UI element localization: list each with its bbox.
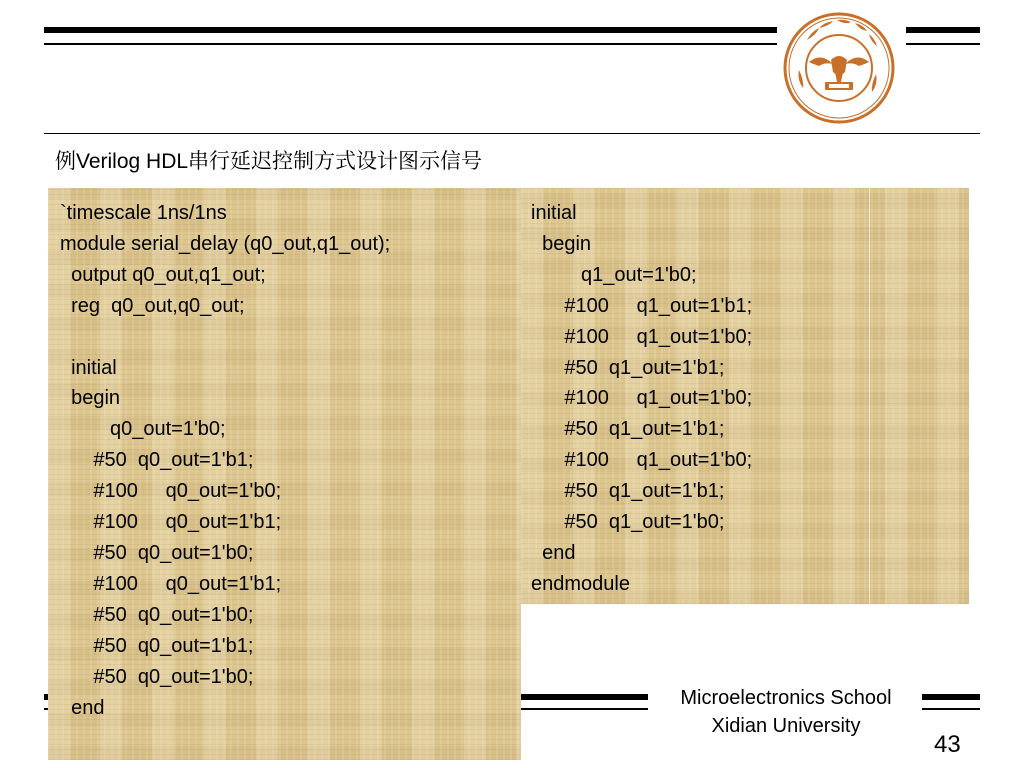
page-number: 43 — [934, 731, 961, 758]
footer-thin-rule-left — [44, 708, 48, 710]
footer-thin-rule-right — [922, 708, 980, 710]
code-panel-right — [521, 188, 969, 604]
code-panel-left — [48, 188, 521, 760]
title-divider — [44, 133, 980, 134]
slide-subtitle: 例Verilog HDL串行延迟控制方式设计图示信号 — [55, 150, 483, 173]
code-block-left: `timescale 1ns/1ns module serial_delay (q0_out,q1_out); output q0_out,q1_out; reg q0_out,q0_out; initial begin q0_out=1'b0; #50 q0_out=1'b1; #100 q0_out=1'b0; #100 q0_out=1'b1; #50 q0_out=1'b0; #100 q0_out=1'b1; #50 q0_out=1'b0; #50 q0_out=1'b1; #50 q0_out=1'b0; end — [60, 202, 391, 719]
header-thin-rule-right — [906, 43, 980, 45]
header-thick-rule-left — [44, 27, 777, 33]
texture-streak — [869, 188, 870, 604]
header-thin-rule-left — [44, 43, 777, 45]
footer-school-line2: Xidian University — [711, 715, 861, 737]
header-thick-rule-right — [906, 27, 980, 33]
footer-school-line1: Microelectronics School — [680, 687, 892, 709]
footer-school-name — [650, 684, 922, 740]
code-block-right: initial begin q1_out=1'b0; #100 q1_out=1'b1; #100 q1_out=1'b0; #50 q1_out=1'b1; #100 q1_out=1'b0; #50 q1_out=1'b1; #100 q1_out=1'b0; #50 q1_out=1'b1; #50 q1_out=1'b0; end endmodule — [531, 202, 753, 595]
footer-thick-rule-left — [44, 694, 48, 700]
xidian-university-seal-logo — [779, 10, 899, 126]
footer-thick-rule-right — [922, 694, 980, 700]
footer-thick-rule-middle — [521, 694, 648, 700]
footer-thin-rule-middle — [521, 708, 648, 710]
